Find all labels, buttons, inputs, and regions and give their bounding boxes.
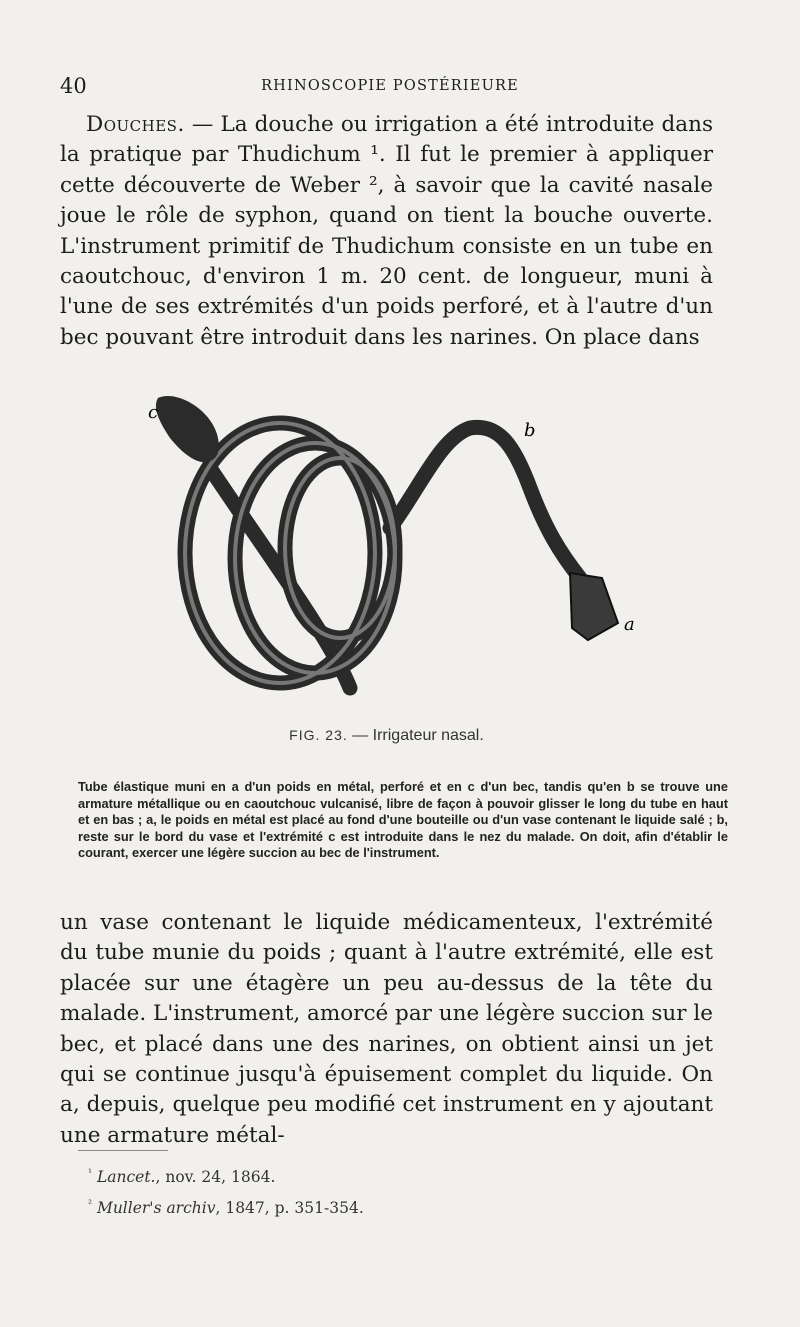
figure-title: — Irrigateur nasal.: [347, 727, 484, 744]
figure-legend: [78, 779, 728, 862]
tube-segment: [390, 427, 580, 578]
body-paragraph-1: [60, 110, 713, 353]
figure-caption: [60, 727, 713, 745]
footnote-detail: , 1847, p. 351-354.: [215, 1199, 364, 1218]
weight-a: [570, 573, 618, 640]
footnote-source: Lancet.: [96, 1168, 156, 1187]
label-b: b: [524, 420, 536, 441]
footnote-source: Muller's archiv: [96, 1199, 216, 1218]
page-number: 40: [60, 74, 87, 98]
section-lead-word: Douches.: [86, 112, 185, 137]
label-c: c: [148, 402, 159, 423]
page-header: [60, 74, 720, 104]
footnote-1: $^{^1}$ Lancet., nov. 24, 1864.: [88, 1168, 276, 1187]
legend-text: Tube élastique muni en a d'un poids en métal, perforé et en c d'un bec, tandis qu'en b se trouve une armature métallique ou en caoutchouc vulcanisé, libre de façon à pouvoir glisser le long du tube en haut et en bas ; a, le poids en métal est placé au fond d'une bouteille ou d'un vase contenant le liquide salé ; b, reste sur le bord du vase et l'extrémité c est introduite dans le nez du malade. On doit, afin d'établir le courant, exercer une légère succion au bec de l'instrument.: [78, 779, 728, 860]
figure-nasal-irrigator: [140, 378, 660, 708]
paragraph-text: — La douche ou irrigation a été introduite dans la pratique par Thudichum ¹. Il fut le premier à appliquer cette découverte de Weber ², à savoir que la cavité nasale joue le rôle de syphon, quand on tient la bouche ouverte. L'instrument primitif de Thudichum consiste en un tube en caoutchouc, d'environ 1 m. 20 cent. de longueur, muni à l'une de ses extrémités d'un poids perforé, et à l'autre d'un bec pouvant être introduit dans les narines. On place dans: [60, 112, 713, 350]
nozzle-c: [156, 396, 219, 462]
paragraph-text: un vase contenant le liquide médicamenteux, l'extrémité du tube munie du poids ; quant à l'autre extrémité, elle est placée sur une étagère un peu au-dessus de la tête du malade. L'instrument, amorcé par une légère succion sur le bec, et placé dans une des narines, on obtient ainsi un jet qui se continue jusqu'à épuisement complet du liquide. On a, depuis, quelque peu modifié cet instrument en y ajoutant une armature métal-: [60, 910, 713, 1148]
label-a: a: [624, 614, 635, 635]
body-paragraph-2: [60, 908, 713, 1151]
footnote-divider: [78, 1150, 168, 1151]
figure-label: FIG. 23.: [289, 727, 348, 743]
running-title: RHINOSCOPIE POSTÉRIEURE: [261, 78, 519, 94]
irrigator-illustration: [140, 378, 660, 708]
footnotes: [88, 1160, 588, 1222]
footnote-2: $^{^2}$ Muller's archiv, 1847, p. 351-354.: [88, 1199, 364, 1218]
footnote-detail: , nov. 24, 1864.: [155, 1168, 276, 1187]
